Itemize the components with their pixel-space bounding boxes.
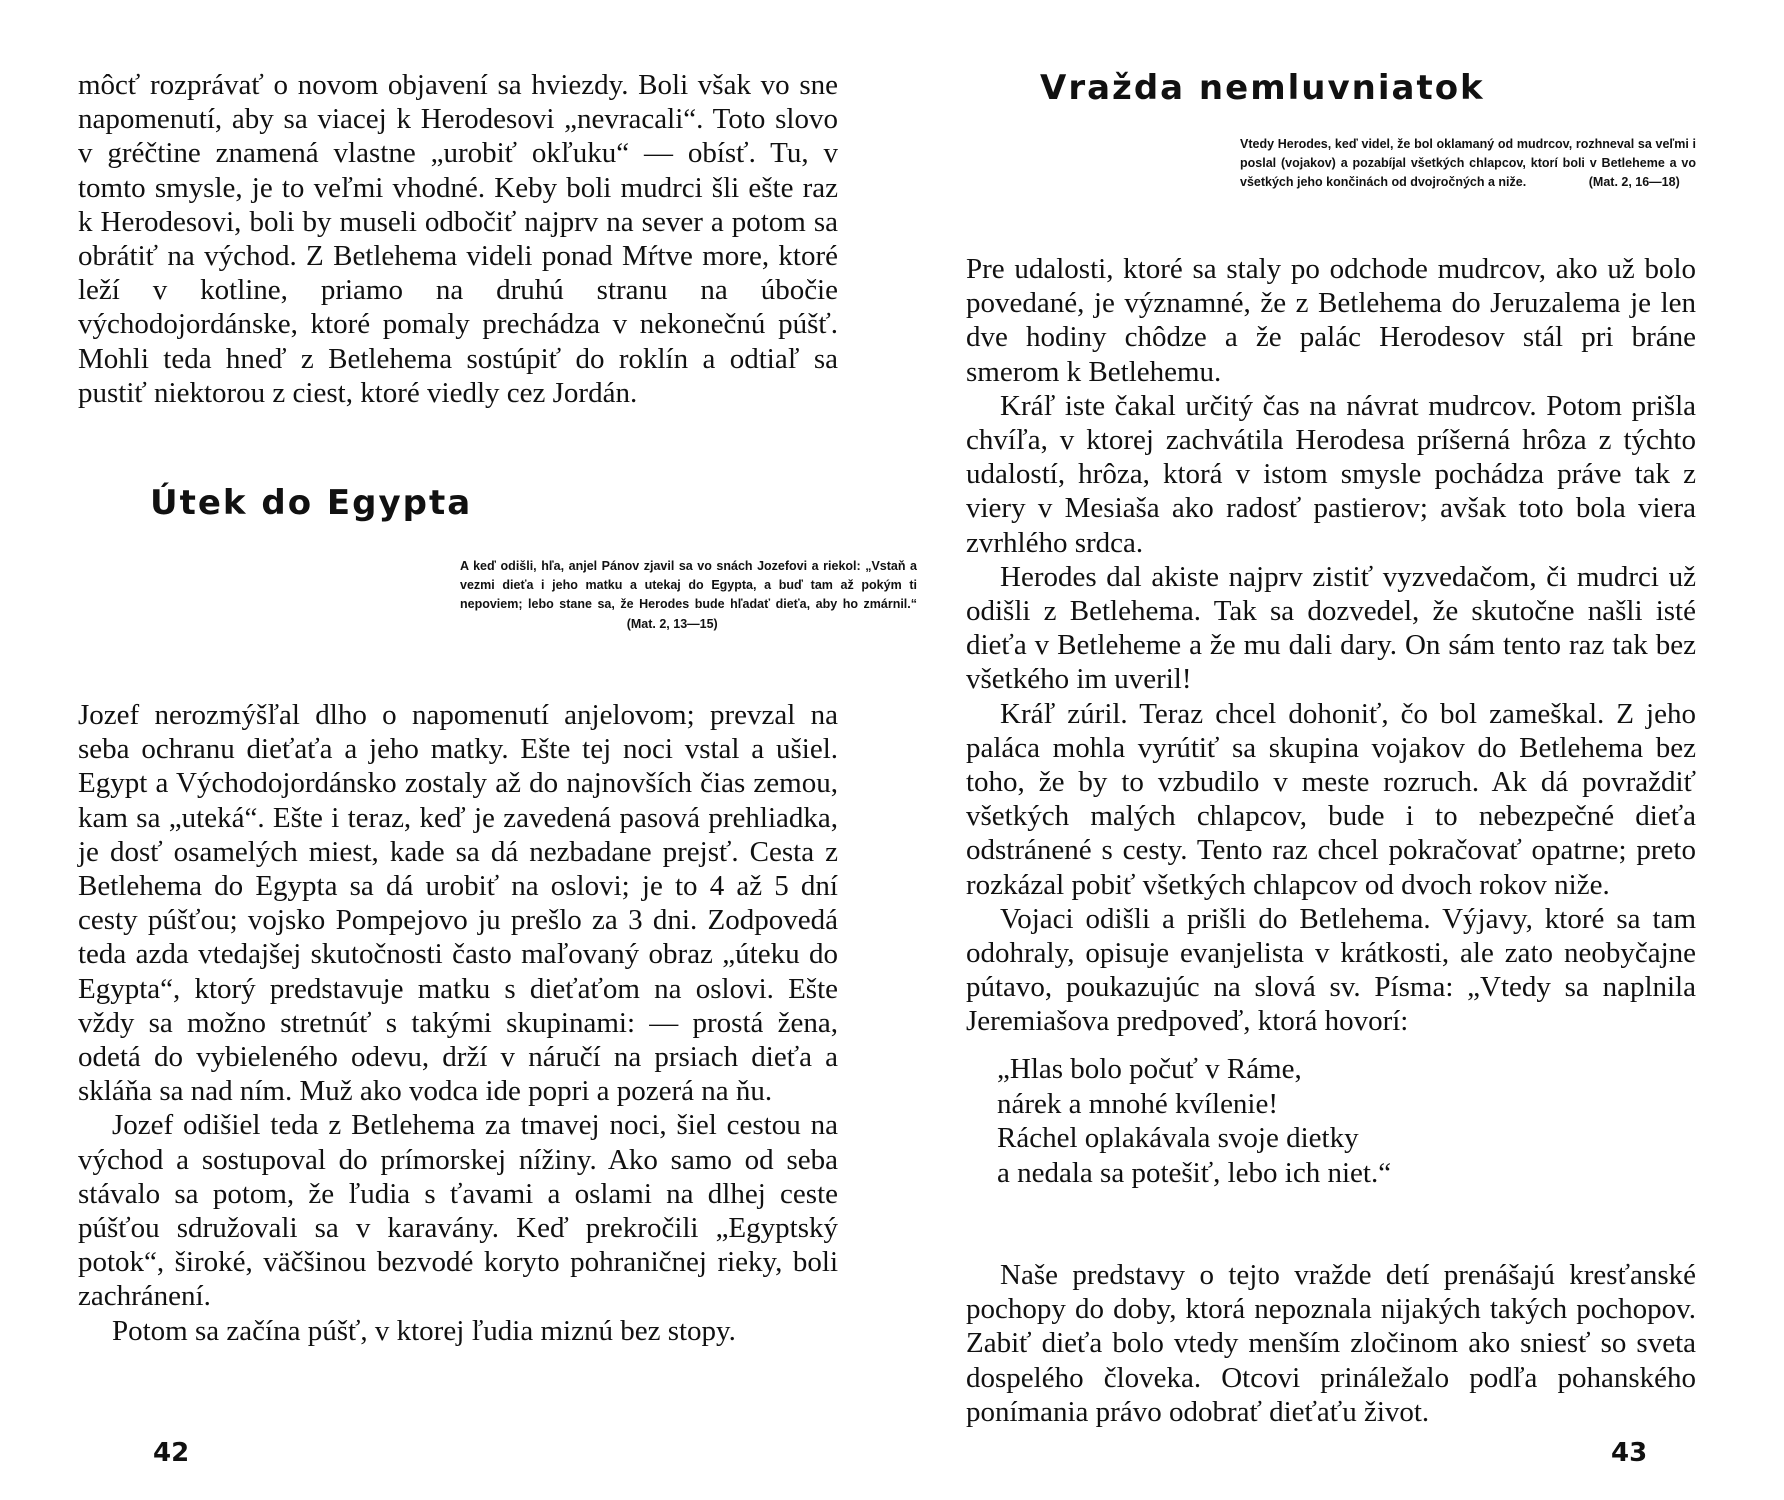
scripture-epigraph — [460, 557, 917, 634]
scripture-epigraph — [1240, 135, 1696, 193]
body-paragraph: Pre udalosti, ktoré sa staly po odchode mudrcov, ako už bolo povedané, je významné, že z Betlehema do Jeruzalema je len dve hodiny chôdze a že palác Herodesov stál pri bráne smerom k Betlehemu. — [966, 253, 1696, 388]
body-paragraph: Kráľ zúril. Teraz chcel dohoniť, čo bol zameškal. Z jeho paláca mohla vyrútiť sa skupina vojakov do Betlehema bez toho, že by to vzbudilo v meste rozruch. Ak dá povraždiť všetkých malých chlapcov, bude i to nebezpečné dieťa odstránené s cesty. Tento raz chcel pokračovať opatrne; preto rozkázal pobiť všetkých chlapcov od dvoch rokov niže. — [966, 697, 1696, 901]
body-text-block — [78, 698, 838, 1348]
poem-line: „Hlas bolo počuť v Ráme, — [997, 1053, 1302, 1085]
poem-line: Ráchel oplakávala svoje dietky — [997, 1122, 1359, 1154]
page-number: 42 — [153, 1438, 190, 1468]
poem-line: nárek a mnohé kvílenie! — [997, 1087, 1279, 1120]
body-paragraph: Naše predstavy o tejto vražde detí prenášajú kresťanské pochopy do doby, ktorá nepoznala nijakých takých pochopov. Zabiť dieťa bolo vtedy menším zločinom ako sniesť so sveta dospelého človeka. Otcovi prináležalo podľa pohanského ponímania právo odobrať dieťaťu život. — [966, 1259, 1696, 1428]
page-number: 43 — [1611, 1438, 1648, 1468]
body-paragraph: Jozef nerozmýšľal dlho o napomenutí anjelovom; prevzal na seba ochranu dieťaťa a jeho matky. Ešte tej noci vstal a ušiel. Egypt a Východojordánsko zostaly až do najnovších čias zemou, kam sa „uteká“. Ešte i teraz, keď je zavedená pasová prehliadka, je dosť osamelých miest, kade sa dá nezbadane prejsť. Cesta z Betlehema do Egypta sa dá urobiť na oslovi; je to 4 až 5 dní cesty púšťou; vojsko Pompejovo ju prešlo za 3 dni. Zodpovedá teda azda vtedajšej skutočnosti často maľovaný obraz „úteku do Egypta“, ktorý predstavuje matku s dieťaťom na oslovi. Ešte vždy sa možno stretnúť s takými skupinami: — prostá žena, odetá do vybieleného odevu, drží v náručí na prsiach dieťa a skláňa sa nad ním. Muž ako vodca ide popri a pozerá na ňu. — [78, 699, 838, 1108]
epigraph-text: Vtedy Herodes, keď videl, že bol oklamaný od mudrcov, rozhneval sa veľmi i poslal (vojakov) a pozabíjal všetkých chlapcov, ktorí boli v Betleheme a vo všetkých jeho končinách od dvojročných a niže. — [1240, 137, 1696, 190]
right-page — [966, 0, 1696, 1500]
body-paragraph: môcť rozprávať o novom objavení sa hviezdy. Boli však vo sne napomenutí, aby sa viacej k Herodesovi „nevracali“. Toto slovo v gréčtine znamená vlastne „urobiť okľuku“ — obísť. Tu, v tomto smysle, je to veľmi vhodné. Keby boli mudrci šli ešte raz k Herodesovi, boli by museli odbočiť najprv na sever a potom sa obrátiť na východ. Z Betlehema videli ponad Mŕtve more, ktoré leží v kotline, priamo na druhú stranu na úbočie východojordánske, ktoré pomaly prechádza v nekonečnú púšť. Mohli teda hneď z Betlehema sostúpiť do roklín a odtiaľ sa pustiť niektorou z ciest, ktoré viedly cez Jordán. — [78, 69, 838, 409]
chapter-heading: Vražda nemluvniatok — [1040, 68, 1485, 108]
body-paragraph: Kráľ iste čakal určitý čas na návrat mudrcov. Potom prišla chvíľa, v ktorej zachvátila Herodesa príšerná hrôza z týchto udalostí, hrôza, ktorá v istom smysle pochádza práve tak z viery v Mesiaša ako radosť pastierov; avšak toto bola viera zvrhlého srdca. — [966, 389, 1696, 559]
epigraph-reference: (Mat. 2, 16—18) — [1588, 175, 1680, 190]
body-paragraph: Vojaci odišli a prišli do Betlehema. Výjavy, ktoré sa tam odohraly, opisuje evanjelista v krátkosti, ale zato neobyčajne pútavo, poukazujúc na slová sv. Písma: „Vtedy sa naplnila Jeremiašova predpoveď, ktorá hovorí: — [966, 902, 1696, 1038]
poem-quotation — [997, 1052, 1391, 1190]
epigraph-reference: (Mat. 2, 13—15) — [626, 616, 718, 631]
body-text-block — [966, 252, 1696, 1039]
chapter-heading: Útek do Egypta — [150, 483, 473, 523]
epigraph-spacer — [1530, 175, 1586, 189]
epigraph-spacer — [460, 617, 623, 631]
body-paragraph: Herodes dal akiste najprv zistiť vyzvedačom, či mudrci už odišli z Betlehema. Tak sa dozvedel, že skutočne našli isté dieťa v Betleheme a že mu dali dary. On sám tento raz tak bez všetkého im uveril! — [966, 560, 1696, 696]
poem-line: a nedala sa potešiť, lebo ich niet.“ — [997, 1156, 1392, 1189]
epigraph-text: A keď odišli, hľa, anjel Pánov zjavil sa vo snách Jozefovi a riekol: „Vstaň a vezmi dieťa i jeho matku a utekaj do Egypta, a buď tam až pokým ti nepoviem; lebo stane sa, že Herodes bude hľadať dieťa, aby ho zmárnil.“ — [460, 559, 917, 612]
left-page — [78, 0, 917, 1500]
body-paragraph: Potom sa začína púšť, v ktorej ľudia miznú bez stopy. — [112, 1314, 736, 1347]
body-paragraph: Jozef odišiel teda z Betlehema za tmavej noci, šiel cestou na východ a sostupoval do prímorskej nížiny. Ako samo od seba stávalo sa potom, že ľudia s ťavami a oslami na dlhej ceste púšťou sdružovali sa v karavány. Keď prekročili „Egyptský potok“, široké, väčšinou bezvodé koryto pohraničnej rieky, boli zachránení. — [78, 1109, 838, 1313]
